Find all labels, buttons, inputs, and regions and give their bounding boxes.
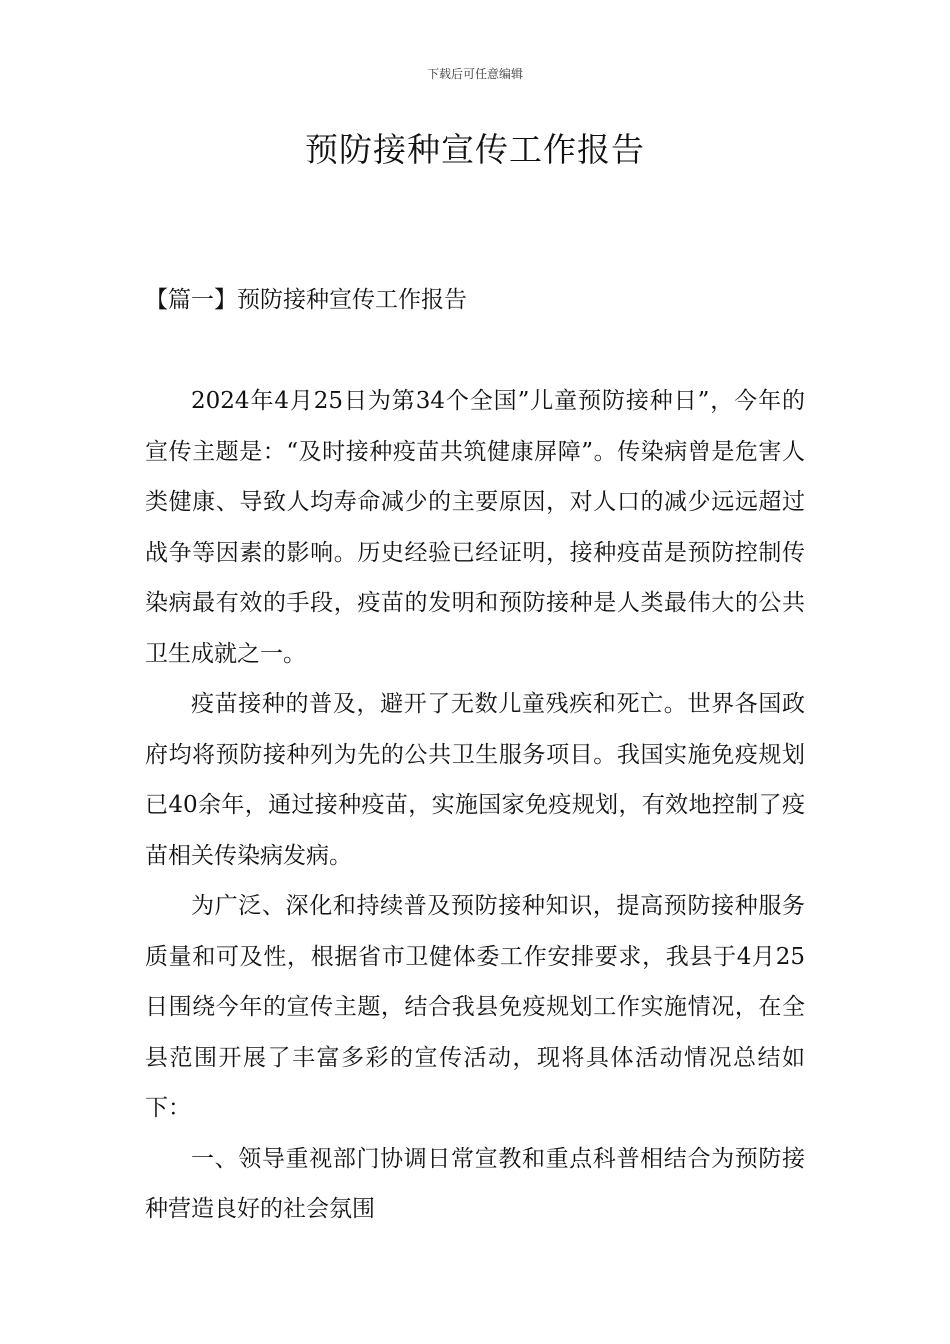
body-text xyxy=(145,376,805,1235)
paragraph: 2024年4月25日为第34个全国”儿童预防接种日”，今年的宣传主题是：“及时接种疫苗共筑健康屏障”。传染病曾是危害人类健康、导致人均寿命减少的主要原因，对人口的减少远远超过战争等因素的影响。历史经验已经证明，接种疫苗是预防控制传染病最有效的手段，疫苗的发明和预防接种是人类最伟大的公共卫生成就之一。 xyxy=(145,388,805,667)
paragraph: 为广泛、深化和持续普及预防接种知识，提高预防接种服务质量和可及性，根据省市卫健体委工作安排要求，我县于4月25日围绕今年的宣传主题，结合我县免疫规划工作实施情况，在全县范围开展了丰富多彩的宣传活动，现将具体活动情况总结如下： xyxy=(145,893,805,1121)
paragraph: 一、领导重视部门协调日常宣教和重点科普相结合为预防接种营造良好的社会氛围 xyxy=(145,1145,805,1222)
paragraph: 疫苗接种的普及，避开了无数儿童残疾和死亡。世界各国政府均将预防接种列为先的公共卫生服务项目。我国实施免疫规划已40余年，通过接种疫苗，实施国家免疫规划，有效地控制了疫苗相关传染病发病。 xyxy=(145,691,805,869)
header-note: 下载后可任意编辑 xyxy=(426,67,523,81)
section-heading: 【篇一】预防接种宣传工作报告 xyxy=(145,287,467,313)
document-title: 预防接种宣传工作报告 xyxy=(305,130,645,169)
